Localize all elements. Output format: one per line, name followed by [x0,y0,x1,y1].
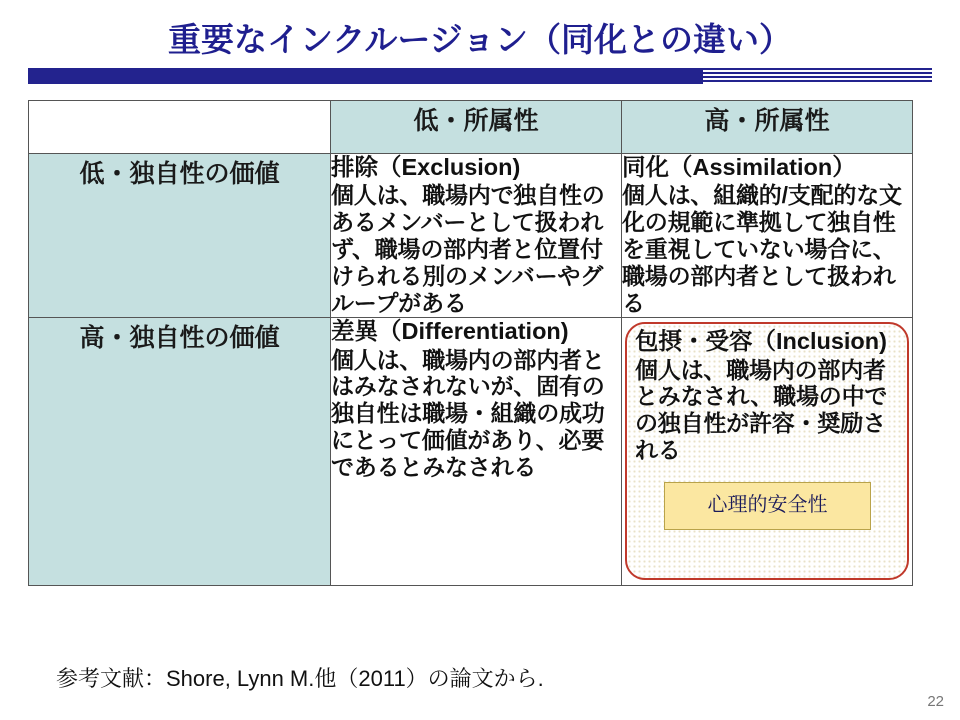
cell-inclusion-body: 個人は、職場内の部内者とみなされ、職場の中での独自性が許容・奨励される [635,356,888,464]
divider-bar-solid [28,68,703,84]
inclusion-highlight-box [625,322,909,580]
table-header-row [29,101,913,154]
cell-exclusion [331,154,622,318]
row-header-low-uniqueness: 低・独自性の価値 [29,154,331,318]
cell-exclusion-heading: 排除（Exclusion) [331,154,521,180]
cell-assimilation-heading: 同化（Assimilation） [622,154,856,180]
cell-differentiation-body: 個人は、職場内の部内者とはみなされないが、固有の独自性は職場・組織の成功にとって価値があり、必要であるとみなされる [331,346,605,481]
cell-assimilation [622,154,913,318]
divider-bar-hatched [703,68,932,84]
table-row [29,318,913,586]
title-divider-bar [28,68,932,84]
inclusion-matrix-table [28,100,913,586]
cell-inclusion-heading: 包摂・受容（Inclusion) [635,328,887,355]
page-number: 22 [927,693,944,710]
cell-inclusion [622,318,913,586]
column-header-high-belonging: 高・所属性 [622,101,913,154]
column-header-low-belonging: 低・所属性 [331,101,622,154]
table-corner-cell [29,101,331,154]
psychological-safety-badge: 心理的安全性 [664,482,871,530]
cell-exclusion-body: 個人は、職場内で独自性のあるメンバーとして扱われず、職場の部内者と位置付けられる別のメンバーやグループがある [331,182,605,317]
footnote-reference: 参考文献：Shore, Lynn M.他（2011）の論文から. [56,666,544,691]
row-header-high-uniqueness: 高・独自性の価値 [29,318,331,586]
cell-differentiation [331,318,622,586]
table-row [29,154,913,318]
cell-differentiation-heading: 差異（Differentiation) [331,318,569,345]
page-title: 重要なインクルージョン（同化との違い） [167,21,793,58]
cell-assimilation-body: 個人は、組織的/支配的な文化の規範に準拠して独自性を重視していない場合に、職場の部内者として扱われる [622,182,902,317]
